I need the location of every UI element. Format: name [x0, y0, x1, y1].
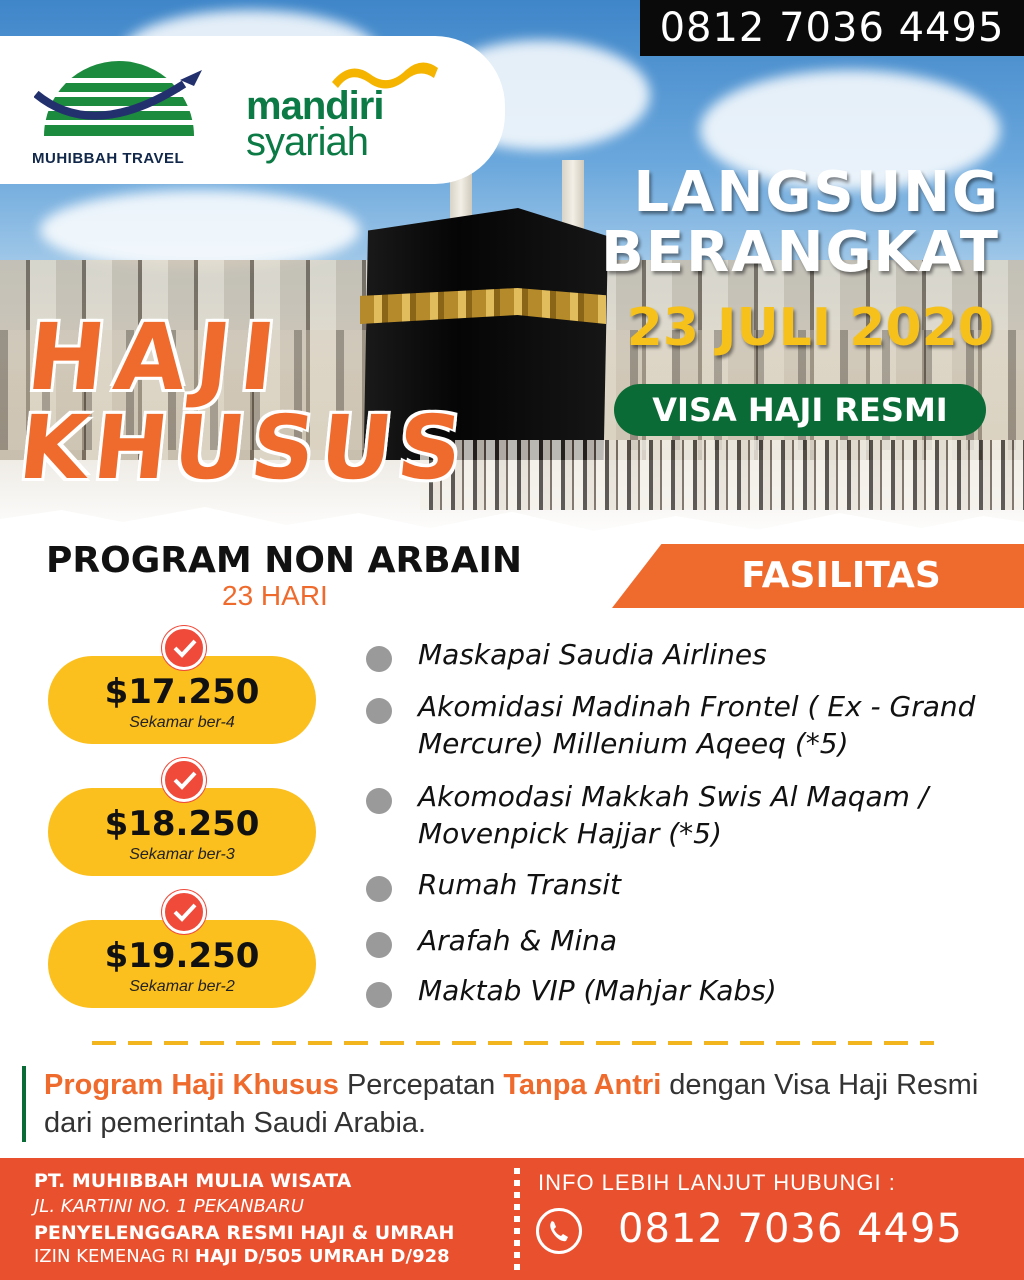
program-title: PROGRAM NON ARBAIN [46, 540, 522, 581]
phone-icon [536, 1208, 582, 1254]
footer-divider [514, 1168, 520, 1270]
facility-text: Arafah & Mina [418, 924, 618, 957]
facility-text: Maskapai Saudia Airlines [418, 638, 767, 671]
bullet-icon [366, 932, 392, 958]
top-phone-number[interactable]: 0812 7036 4495 [640, 0, 1024, 56]
checkmark-icon [162, 890, 206, 934]
facility-item [366, 636, 1016, 673]
note-text: dengan Visa Haji Resmi dari pemerintah Saudi Arabia. [44, 1069, 979, 1139]
company-address: JL. KARTINI NO. 1 PEKANBARU [34, 1196, 304, 1217]
muhibbah-travel-logo-icon [34, 56, 204, 140]
facility-text: Akomodasi Makkah Swis Al Maqam / Movenpick Hajjar (*5) [418, 780, 929, 850]
note-highlight: Program Haji Khusus [44, 1069, 339, 1101]
room-type: Sekamar ber-4 [129, 714, 235, 731]
price-amount: $18.250 [104, 804, 260, 844]
program-note [22, 1066, 1002, 1142]
departure-date: 23 JULI 2020 [626, 298, 994, 358]
bullet-icon [366, 646, 392, 672]
license-prefix: IZIN KEMENAG RI [34, 1246, 195, 1267]
checkmark-icon [162, 758, 206, 802]
bullet-icon [366, 788, 392, 814]
company-name: PT. MUHIBBAH MULIA WISATA [34, 1170, 352, 1192]
title-haji: HAJI [22, 304, 291, 411]
visa-badge: VISA HAJI RESMI [614, 384, 986, 436]
title-khusus: KHUSUS [14, 396, 473, 499]
dashed-divider [92, 1041, 934, 1045]
price-amount: $17.250 [104, 672, 260, 712]
footer-phone-number[interactable]: 0812 7036 4495 [618, 1206, 963, 1252]
cloud [40, 190, 360, 270]
muhibbah-travel-label: MUHIBBAH TRAVEL [32, 150, 185, 167]
facility-item [366, 688, 1016, 762]
room-type: Sekamar ber-3 [129, 846, 235, 863]
bullet-icon [366, 698, 392, 724]
price-amount: $19.250 [104, 936, 260, 976]
facility-text: Maktab VIP (Mahjar Kabs) [418, 974, 777, 1007]
mandiri-logo-text: mandiri [246, 84, 384, 128]
checkmark-icon [162, 626, 206, 670]
facilities-heading: FASILITAS [741, 555, 941, 596]
headline-berangkat: BERANGKAT [601, 220, 1000, 285]
license-value: HAJI D/505 UMRAH D/928 [194, 1246, 450, 1267]
room-type: Sekamar ber-2 [129, 978, 235, 995]
note-text: Percepatan [338, 1069, 504, 1101]
license-info [34, 1246, 450, 1267]
headline-langsung: LANGSUNG [633, 160, 1000, 225]
contact-label: INFO LEBIH LANJUT HUBUNGI : [538, 1170, 896, 1195]
company-tagline: PENYELENGGARA RESMI HAJI & UMRAH [34, 1222, 455, 1244]
facility-item [366, 972, 1016, 1009]
program-duration: 23 HARI [222, 580, 328, 611]
facility-item [366, 922, 1016, 959]
syariah-logo-text: syariah [246, 120, 368, 164]
bullet-icon [366, 982, 392, 1008]
bullet-icon [366, 876, 392, 902]
facility-item [366, 866, 1016, 903]
note-highlight: Tanpa Antri [503, 1069, 662, 1101]
pilgrim-crowd [420, 440, 1024, 510]
facility-text: Akomidasi Madinah Frontel ( Ex - Grand Mercure) Millenium Aqeeq (*5) [418, 690, 976, 760]
facility-item [366, 778, 1016, 852]
facility-text: Rumah Transit [418, 868, 621, 901]
